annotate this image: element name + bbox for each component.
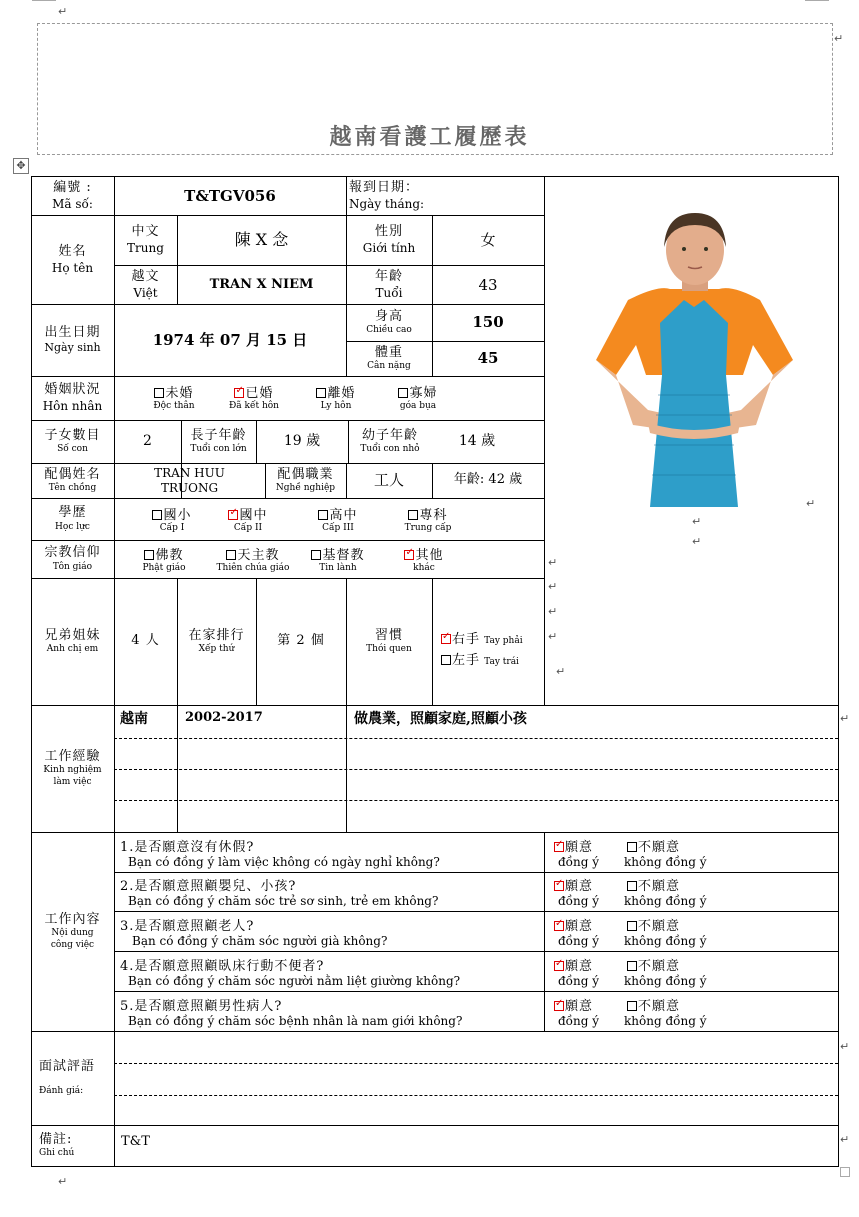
page-corner-mark <box>805 0 829 1</box>
paragraph-mark: ↵ <box>548 556 558 569</box>
question-4-vi: Bạn có đồng ý chăm sóc người nằm liệt giường không? <box>128 974 461 988</box>
religion-option-buddhism[interactable] <box>124 544 204 573</box>
religion-label <box>31 540 114 578</box>
code-value: T&TGV056 <box>184 186 276 205</box>
children-label <box>31 420 114 463</box>
name-zh-value: 陳 X 念 <box>234 230 289 249</box>
table-grid-line <box>31 705 839 706</box>
siblings-label-zh: 兄弟姐妹 <box>44 627 101 643</box>
checkbox-junior-checked[interactable] <box>228 510 238 520</box>
age-value: 43 <box>478 275 498 294</box>
rel-other-vi: khác <box>413 563 435 573</box>
disagree-zh: 不願意 <box>638 840 681 855</box>
agree-zh: 願意 <box>565 840 594 855</box>
checkbox-college[interactable] <box>408 510 418 520</box>
table-dashed-line <box>114 800 838 801</box>
remarks-value[interactable]: T&T <box>121 1134 150 1149</box>
paragraph-mark: ↵ <box>556 665 566 678</box>
name-label-vi: Họ tên <box>51 260 94 275</box>
spouse-name-line1: TRAN HUU <box>154 465 225 480</box>
interview-comment-field[interactable] <box>114 1032 838 1124</box>
paragraph-mark: ↵ <box>58 1175 68 1188</box>
table-grid-line <box>177 705 178 833</box>
edu-senior-vi: Cấp III <box>322 523 354 533</box>
spouse-job-label-vi: Nghề nghiệp <box>275 483 336 493</box>
religion-label-zh: 宗教信仰 <box>44 545 101 561</box>
disagree-zh: 不願意 <box>638 919 681 934</box>
youngest-age-value: 14 歲 <box>458 432 496 449</box>
rank-label <box>177 578 256 705</box>
marital-married-vi: Đã kết hôn <box>229 401 279 411</box>
work-exp-label-vi-1: Kinh nghiệm <box>43 765 102 776</box>
checkbox-q2-disagree[interactable] <box>627 881 637 891</box>
table-border <box>31 1166 839 1167</box>
agree-vi: đồng ý <box>558 855 600 869</box>
right-hand-vi: Tay phải <box>484 636 523 646</box>
code-label <box>31 176 114 216</box>
name-zh-label <box>114 215 177 265</box>
agree-vi: đồng ý <box>558 1014 600 1028</box>
gender-value-cell[interactable] <box>432 215 544 265</box>
name-vn-value-cell[interactable] <box>177 265 346 305</box>
checkbox-single[interactable] <box>154 388 164 398</box>
rank-value: 第 2 個 <box>277 633 325 649</box>
interview-label-zh: 面試評語 <box>39 1059 96 1075</box>
disagree-zh: 不願意 <box>638 959 681 974</box>
height-value-cell[interactable] <box>432 304 544 341</box>
spouse-name-cell[interactable] <box>114 463 265 498</box>
checkbox-buddhism[interactable] <box>144 550 154 560</box>
question-2-disagree[interactable] <box>624 875 706 908</box>
question-3 <box>120 915 387 948</box>
table-border <box>838 176 839 1167</box>
left-hand-option[interactable] <box>441 649 519 668</box>
name-vn-label-vi: Việt <box>133 285 158 300</box>
work-content-label-vi-1: Nội dung <box>51 928 94 939</box>
habit-label-vi: Thói quen <box>366 644 412 654</box>
checkbox-other-checked[interactable] <box>404 550 414 560</box>
age-value-cell[interactable] <box>432 265 544 305</box>
question-2 <box>120 875 438 908</box>
work-exp-period[interactable]: 2002-2017 <box>185 710 263 725</box>
habit-label-zh: 習慣 <box>374 627 403 643</box>
table-grid-line <box>114 991 839 992</box>
checkbox-q1-disagree[interactable] <box>627 842 637 852</box>
name-vn-label-zh: 越文 <box>131 269 160 285</box>
table-grid-line <box>114 376 115 420</box>
siblings-value-cell[interactable] <box>114 578 177 705</box>
name-zh-value-cell[interactable] <box>177 215 346 265</box>
checkbox-q4-agree-checked[interactable] <box>554 961 564 971</box>
checkbox-q3-agree-checked[interactable] <box>554 921 564 931</box>
agree-vi: đồng ý <box>558 934 600 948</box>
work-exp-country[interactable]: 越南 <box>120 711 148 727</box>
paragraph-mark: ↵ <box>806 497 816 510</box>
work-content-label <box>31 832 114 1031</box>
question-4 <box>120 955 460 988</box>
children-label-zh: 子女數目 <box>44 427 101 443</box>
religion-option-other[interactable] <box>386 544 462 573</box>
checkbox-senior[interactable] <box>318 510 328 520</box>
education-option-senior[interactable] <box>300 504 376 533</box>
question-4-agree[interactable] <box>554 955 599 988</box>
name-vn-value: TRAN X NIEM <box>209 276 314 292</box>
age-label-vi: Tuổi <box>375 285 403 300</box>
siblings-value: 4 人 <box>131 633 160 649</box>
marital-widowed-zh: 寡婦 <box>409 386 438 401</box>
remarks-label-vi: Ghi chú <box>39 1148 75 1158</box>
question-1-agree[interactable] <box>554 836 599 869</box>
agree-zh: 願意 <box>565 919 594 934</box>
marital-option-married[interactable] <box>214 382 294 411</box>
name-vn-label <box>114 265 177 305</box>
paragraph-mark: ↵ <box>548 605 558 618</box>
education-option-college[interactable] <box>388 504 468 533</box>
rel-protestant-zh: 基督教 <box>322 548 365 563</box>
checkbox-q1-agree-checked[interactable] <box>554 842 564 852</box>
paragraph-mark: ↵ <box>692 515 702 528</box>
paragraph-mark: ↵ <box>692 535 702 548</box>
rel-other-zh: 其他 <box>415 548 444 563</box>
weight-label-zh: 體重 <box>374 344 403 360</box>
name-label-zh: 姓名 <box>58 244 87 260</box>
eldest-age-value: 19 歲 <box>283 432 321 449</box>
table-dashed-line <box>114 738 838 739</box>
page-corner-mark <box>32 0 56 1</box>
code-label-vi: Mã số: <box>52 196 93 211</box>
agree-vi: đồng ý <box>558 974 600 988</box>
agree-zh: 願意 <box>565 999 594 1014</box>
gender-label <box>346 215 432 265</box>
birth-value-cell[interactable] <box>114 304 346 376</box>
paragraph-mark: ↵ <box>840 1040 850 1053</box>
checkbox-catholic[interactable] <box>226 550 236 560</box>
report-date-cell[interactable] <box>346 176 544 216</box>
work-exp-label-vi-2: làm việc <box>53 776 92 787</box>
question-2-agree[interactable] <box>554 875 599 908</box>
checkbox-married-checked[interactable] <box>234 388 244 398</box>
rel-buddhism-zh: 佛教 <box>155 548 184 563</box>
right-hand-zh: 右手 <box>452 632 481 647</box>
birth-label <box>31 304 114 376</box>
table-end-handle[interactable] <box>840 1167 850 1177</box>
youngest-age-label <box>348 420 432 463</box>
education-label <box>31 498 114 540</box>
work-content-label-zh: 工作內容 <box>44 912 101 928</box>
youngest-label-zh: 幼子年齡 <box>361 427 418 443</box>
checkbox-widowed[interactable] <box>398 388 408 398</box>
page-title: 越南看護工履歷表 <box>329 124 530 150</box>
paragraph-mark: ↵ <box>840 1133 850 1146</box>
spouse-job-label-zh: 配偶職業 <box>277 466 334 482</box>
checkbox-q5-disagree[interactable] <box>627 1001 637 1011</box>
agree-vi: đồng ý <box>558 894 600 908</box>
question-5-zh: 5.是否願意照顧男性病人? <box>120 999 283 1014</box>
spouse-name-line2: TRUONG <box>160 480 219 495</box>
table-grid-line <box>432 578 433 706</box>
disagree-zh: 不願意 <box>638 999 681 1014</box>
spouse-label-zh: 配偶姓名 <box>44 466 101 482</box>
education-label-vi: Học lực <box>55 521 90 532</box>
question-5-agree[interactable] <box>554 995 599 1028</box>
disagree-zh: 不願意 <box>638 879 681 894</box>
checkbox-primary[interactable] <box>152 510 162 520</box>
education-label-zh: 學歷 <box>58 505 87 521</box>
table-grid-line <box>544 832 545 1032</box>
question-3-zh: 3.是否願意照顧老人? <box>120 919 255 934</box>
disagree-vi: không đồng ý <box>624 855 707 869</box>
question-1-zh: 1.是否願意沒有休假? <box>120 840 255 855</box>
siblings-label <box>31 578 114 705</box>
interview-label <box>31 1031 114 1125</box>
name-zh-label-zh: 中文 <box>131 224 160 240</box>
checkbox-right-hand-checked[interactable] <box>441 634 451 644</box>
question-1-disagree[interactable] <box>624 836 706 869</box>
table-grid-line <box>346 705 347 833</box>
remarks-label <box>31 1125 114 1166</box>
question-3-disagree[interactable] <box>624 915 706 948</box>
weight-value: 45 <box>477 349 499 368</box>
checkbox-left-hand[interactable] <box>441 655 451 665</box>
age-label-zh: 年齡 <box>374 269 403 285</box>
name-label <box>31 215 114 305</box>
religion-label-vi: Tôn giáo <box>52 561 93 572</box>
birth-label-vi: Ngày sinh <box>44 341 101 355</box>
left-hand-zh: 左手 <box>452 653 481 668</box>
height-value: 150 <box>472 313 504 332</box>
weight-label-vi: Cân nặng <box>367 361 411 371</box>
work-exp-desc[interactable]: 做農業，照顧家庭,照顧小孩 <box>354 711 527 727</box>
eldest-age-label <box>181 420 256 463</box>
education-option-junior[interactable] <box>210 504 286 533</box>
paragraph-mark: ↵ <box>548 580 558 593</box>
question-5-vi: Bạn có đồng ý chăm sóc bệnh nhân là nam giới không? <box>128 1014 463 1028</box>
edu-primary-zh: 國小 <box>163 508 192 523</box>
marital-option-divorced[interactable] <box>296 382 376 411</box>
children-value-cell[interactable] <box>114 420 181 463</box>
eldest-label-vi: Tuổi con lớn <box>190 444 247 454</box>
gender-value: 女 <box>480 230 496 249</box>
marital-single-vi: Độc thân <box>153 401 195 411</box>
spouse-age-value: 年齡: 42 歲 <box>453 472 523 488</box>
question-3-vi: Bạn có đồng ý chăm sóc người già không? <box>132 934 388 948</box>
code-value-cell[interactable] <box>114 176 346 216</box>
checkbox-q2-agree-checked[interactable] <box>554 881 564 891</box>
rel-protestant-vi: Tin lành <box>319 563 357 573</box>
marital-single-zh: 未婚 <box>165 386 194 401</box>
question-5 <box>120 995 462 1028</box>
marital-option-widowed[interactable] <box>378 382 458 411</box>
weight-value-cell[interactable] <box>432 341 544 376</box>
question-5-disagree[interactable] <box>624 995 706 1028</box>
marital-married-zh: 已婚 <box>245 386 274 401</box>
question-2-vi: Bạn có đồng ý chăm sóc trẻ sơ sinh, trẻ em không? <box>128 894 439 908</box>
applicant-photo <box>588 205 801 507</box>
checkbox-protestant[interactable] <box>311 550 321 560</box>
question-2-zh: 2.是否願意照顧嬰兒、小孩? <box>120 879 297 894</box>
eldest-age-cell[interactable] <box>256 420 348 463</box>
children-label-vi: Số con <box>57 444 88 454</box>
checkbox-q3-disagree[interactable] <box>627 921 637 931</box>
disagree-vi: không đồng ý <box>624 894 707 908</box>
spouse-job-value: 工人 <box>373 471 404 490</box>
checkbox-q5-agree-checked[interactable] <box>554 1001 564 1011</box>
table-grid-line <box>31 1125 839 1126</box>
paragraph-mark: ↵ <box>548 630 558 643</box>
checkbox-q4-disagree[interactable] <box>627 961 637 971</box>
religion-option-protestant[interactable] <box>298 544 378 573</box>
edu-junior-vi: Cấp II <box>233 523 263 533</box>
agree-zh: 願意 <box>565 879 594 894</box>
paragraph-mark: ↵ <box>834 32 844 45</box>
birth-value: 1974 年 07 月 15 日 <box>152 330 308 349</box>
table-grid-line <box>31 832 839 833</box>
question-3-agree[interactable] <box>554 915 599 948</box>
question-1 <box>120 836 440 869</box>
report-date-label-vi: Ngày tháng: <box>349 196 425 211</box>
birth-label-zh: 出生日期 <box>44 325 101 340</box>
code-label-zh: 編號 : <box>53 180 92 196</box>
question-1-vi: Bạn có đồng ý làm việc không có ngày nghỉ không? <box>128 855 440 869</box>
table-grid-line <box>114 872 839 873</box>
marital-widowed-vi: góa bụa <box>399 401 437 411</box>
siblings-label-vi: Anh chị em <box>46 644 99 654</box>
table-grid-line <box>114 911 839 912</box>
height-label <box>346 304 432 341</box>
table-dashed-line <box>114 769 838 770</box>
height-label-vi: Chiều cao <box>366 325 412 335</box>
rank-label-zh: 在家排行 <box>188 627 245 643</box>
religion-option-catholic[interactable] <box>210 544 296 573</box>
marital-label-vi: Hôn nhân <box>42 398 103 413</box>
disagree-vi: không đồng ý <box>624 974 707 988</box>
gender-label-zh: 性別 <box>374 224 403 240</box>
agree-zh: 願意 <box>565 959 594 974</box>
table-grid-line <box>544 176 545 706</box>
edu-college-zh: 專科 <box>419 508 448 523</box>
spouse-label <box>31 463 114 498</box>
marital-label <box>31 376 114 420</box>
marital-label-zh: 婚姻狀況 <box>44 382 101 398</box>
report-date-label-zh: 報到日期： <box>349 180 420 196</box>
disagree-vi: không đồng ý <box>624 934 707 948</box>
remarks-label-zh: 備註: <box>39 1131 73 1147</box>
age-label <box>346 265 432 305</box>
question-4-disagree[interactable] <box>624 955 706 988</box>
spouse-age-cell[interactable] <box>432 463 544 498</box>
work-exp-label-zh: 工作經驗 <box>44 749 101 765</box>
spouse-label-vi: Tên chồng <box>48 483 97 493</box>
marital-divorced-vi: Ly hôn <box>320 401 352 411</box>
paragraph-mark: ↵ <box>58 5 68 18</box>
marital-option-single[interactable] <box>134 382 214 411</box>
interview-label-vi: Đánh giá: <box>39 1085 84 1096</box>
marital-divorced-zh: 離婚 <box>327 386 356 401</box>
youngest-label-vi: Tuổi con nhỏ <box>360 444 420 454</box>
work-content-label-vi-2: công việc <box>50 939 95 950</box>
edu-senior-zh: 高中 <box>329 508 358 523</box>
rank-label-vi: Xếp thứ <box>198 644 235 654</box>
work-experience-label <box>31 705 114 832</box>
education-option-primary[interactable] <box>134 504 210 533</box>
edu-junior-zh: 國中 <box>239 508 268 523</box>
spouse-job-cell[interactable] <box>346 463 432 498</box>
youngest-age-cell[interactable] <box>432 420 522 463</box>
table-move-handle-icon[interactable]: ✥ <box>13 158 29 174</box>
rank-value-cell[interactable] <box>256 578 346 705</box>
children-value: 2 <box>143 432 152 449</box>
rel-buddhism-vi: Phật giáo <box>142 563 186 573</box>
disagree-vi: không đồng ý <box>624 1014 707 1028</box>
eldest-label-zh: 長子年齡 <box>190 427 247 443</box>
gender-label-vi: Giới tính <box>362 240 416 255</box>
paragraph-mark: ↵ <box>840 712 850 725</box>
height-label-zh: 身高 <box>374 308 403 324</box>
table-grid-line <box>114 951 839 952</box>
weight-label <box>346 341 432 376</box>
checkbox-divorced[interactable] <box>316 388 326 398</box>
name-zh-label-vi: Trung <box>127 240 164 255</box>
edu-primary-vi: Cấp I <box>159 523 185 533</box>
habit-label <box>346 578 432 705</box>
right-hand-option[interactable] <box>441 628 523 647</box>
spouse-job-label <box>265 463 346 498</box>
left-hand-vi: Tay trái <box>484 657 519 667</box>
question-4-zh: 4.是否願意照顧臥床行動不便者? <box>120 959 325 974</box>
rel-catholic-vi: Thiên chúa giáo <box>216 563 290 573</box>
edu-college-vi: Trung cấp <box>404 523 452 533</box>
rel-catholic-zh: 天主教 <box>237 548 280 563</box>
